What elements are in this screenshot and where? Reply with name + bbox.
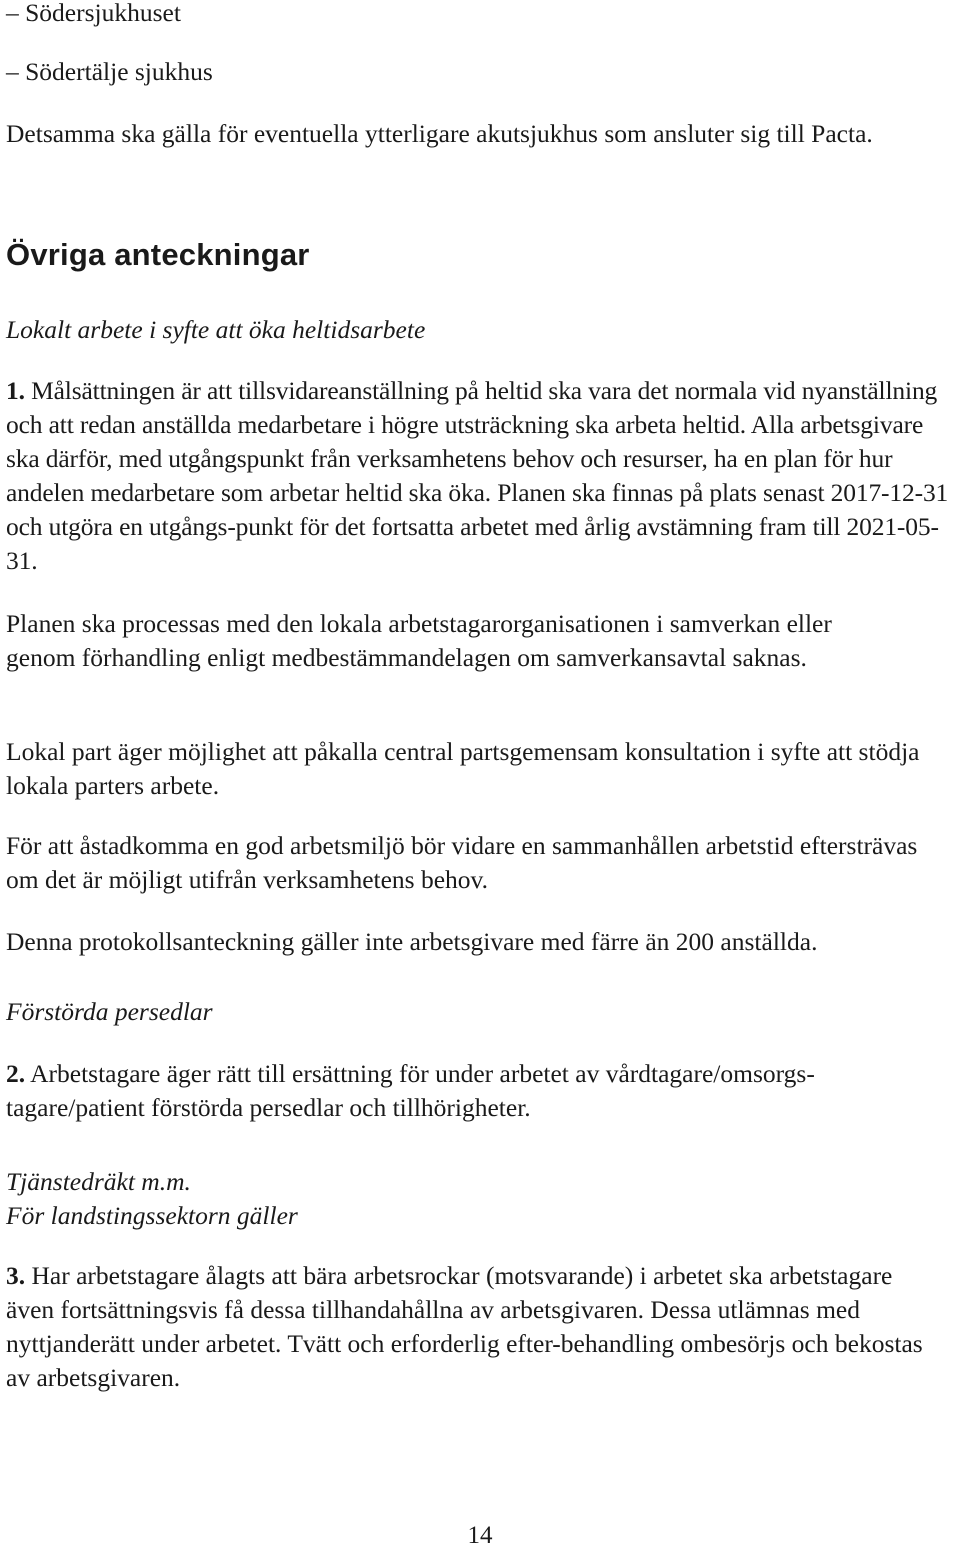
page-number: 14	[467, 1522, 493, 1549]
subsection-title: Tjänstedräkt m.m.	[6, 1167, 191, 1196]
paragraph-text: Har arbetstagare ålagts att bära arbetsrockar (motsvarande) i arbetet ska arbetstagare även fortsättningsvis få dessa tillhandahållna av arbetsgivaren. Dessa utlämnas med nyttjanderätt under arbetet. Tvätt och erforderlig efter-behandling ombesörjs och bekostas av arbetsgivaren.	[6, 1261, 923, 1392]
numbered-paragraph	[6, 1057, 952, 1125]
intro-paragraph: Detsamma ska gälla för eventuella ytterligare akutsjukhus som ansluter sig till Pacta.	[6, 119, 873, 148]
subsection-title: Förstörda persedlar	[6, 997, 213, 1026]
numbered-paragraph	[6, 374, 952, 578]
paragraph-number: 3.	[6, 1261, 26, 1290]
paragraph: Planen ska processas med den lokala arbetstagarorganisationen i samverkan eller genom förhandling enligt medbestämmandelagen om samverkansavtal saknas.	[6, 609, 832, 672]
list-item: – Södertälje sjukhus	[6, 57, 213, 86]
paragraph: Lokal part äger möjlighet att påkalla central partsgemensam konsultation i syfte att stödja lokala parters arbete.	[6, 737, 920, 800]
paragraph-number: 1.	[6, 376, 25, 405]
subsection-title: För landstingssektorn gäller	[6, 1201, 298, 1230]
numbered-paragraph	[6, 1259, 926, 1395]
subsection-title: Lokalt arbete i syfte att öka heltidsarbete	[6, 315, 426, 344]
paragraph-text: Målsättningen är att tillsvidareanställning på heltid ska vara det normala vid nyanställning och att redan anställda medarbetare i högre utsträckning ska arbeta heltid. Alla arbetsgivare ska därför, med utgångspunkt från verksamhetens behov och resurser, ha en plan för hur andelen medarbetare som arbetar heltid ska öka. Planen ska finnas på plats senast 2017-12-31 och utgöra en utgångs-punkt för det fortsatta arbetet med årlig avstämning fram till 2021-05-31.	[6, 376, 949, 575]
section-heading: Övriga anteckningar	[6, 237, 310, 272]
paragraph-text: Arbetstagare äger rätt till ersättning för under arbetet av vårdtagare/omsorgs-tagare/patient förstörda persedlar och tillhörigheter.	[6, 1059, 815, 1122]
paragraph-number: 2.	[6, 1059, 26, 1088]
paragraph: För att åstadkomma en god arbetsmiljö bör vidare en sammanhållen arbetstid eftersträvas om det är möjligt utifrån verksamhetens behov.	[6, 831, 918, 894]
paragraph: Denna protokollsanteckning gäller inte arbetsgivare med färre än 200 anställda.	[6, 927, 818, 956]
list-item: – Södersjukhuset	[6, 0, 181, 27]
